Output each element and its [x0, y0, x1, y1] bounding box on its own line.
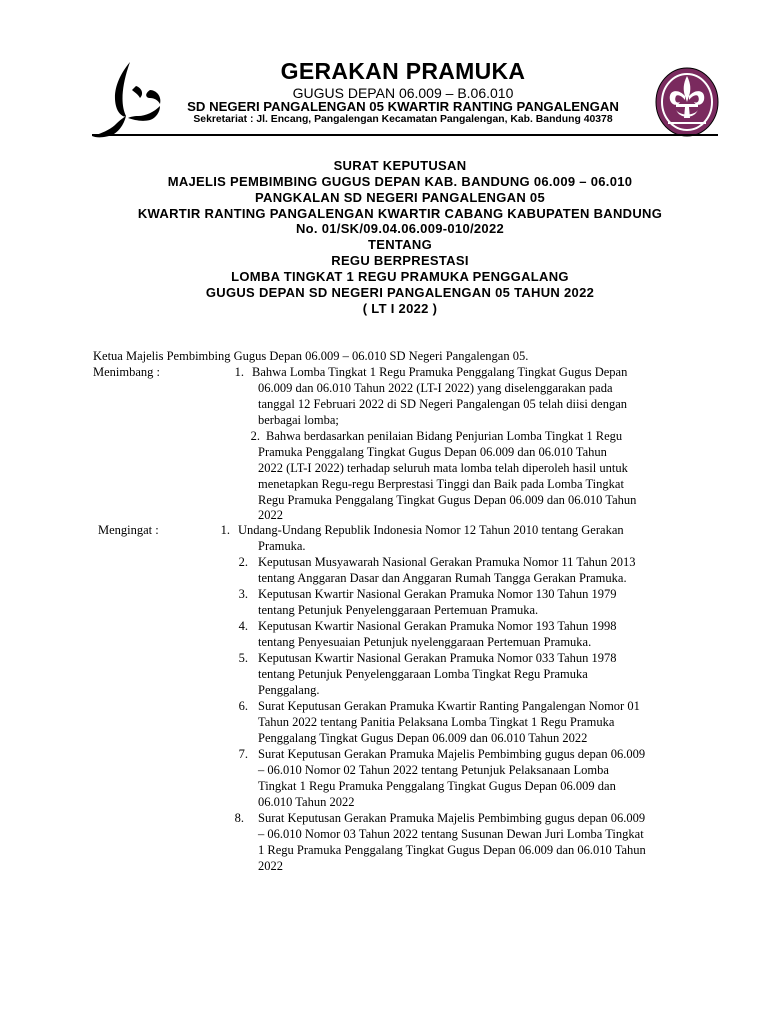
decree-line-majelis: MAJELIS PEMBIMBING GUGUS DEPAN KAB. BANDUNG 06.009 – 06.010: [167, 174, 633, 189]
decree-line-pangkalan: PANGKALAN SD NEGERI PANGALENGAN 05: [255, 190, 545, 205]
mengingat-item-6-line-1: Surat Keputusan Gerakan Pramuka Kwartir Ranting Pangalengan Nomor 01: [258, 699, 640, 713]
gugus-depan-line: GUGUS DEPAN 06.009 – B.06.010: [292, 85, 514, 101]
mengingat-item-7-line-4: 06.010 Tahun 2022: [258, 795, 355, 809]
mengingat-item-number: 6.: [238, 699, 248, 713]
menimbang-item-2-line-4: menetapkan Regu-regu Berprestasi Tinggi dan Baik pada Lomba Tingkat: [258, 477, 624, 491]
tunas-kelapa-icon: [92, 62, 160, 137]
mengingat-item-8-line-4: 2022: [258, 859, 283, 873]
menimbang-item-2-line-3: 2022 (LT-I 2022) terhadap seluruh mata lomba telah diperoleh hasil untuk: [258, 461, 628, 475]
mengingat-item-3-line-2: tentang Petunjuk Penyelenggaraan Pertemuan Pramuka.: [258, 603, 539, 617]
menimbang-item-number: 2.: [250, 429, 260, 443]
mengingat-item-5-line-1: Keputusan Kwartir Nasional Gerakan Pramuka Nomor 033 Tahun 1978: [258, 651, 617, 665]
scout-emblem: [654, 66, 720, 138]
menimbang-item-1-line-2: 06.009 dan 06.010 Tahun 2022 (LT-I 2022) yang diselenggarakan pada: [258, 381, 613, 395]
menimbang-item-1-line-4: berbagai lomba;: [258, 413, 339, 427]
decree-title: SURAT KEPUTUSAN: [333, 158, 467, 173]
school-line: SD NEGERI PANGALENGAN 05 KWARTIR RANTING PANGALENGAN: [187, 99, 619, 114]
mengingat-item-1-line-1: Undang-Undang Republik Indonesia Nomor 12 Tahun 2010 tentang Gerakan: [238, 523, 624, 537]
mengingat-item-5-line-2: tentang Petunjuk Penyelenggaraan Lomba Tingkat Regu Pramuka: [258, 667, 588, 681]
mengingat-item-number: 7.: [238, 747, 248, 761]
decree-code: ( LT I 2022 ): [362, 301, 438, 316]
mengingat-item-6-line-3: Penggalang Tingkat Gugus Depan 06.009 dan 06.010 Tahun 2022: [258, 731, 588, 745]
menimbang-item-2-line-5: Regu Pramuka Penggalang Tingkat Gugus Depan 06.009 dan 06.010 Tahun: [258, 493, 637, 507]
mengingat-item-number: 1.: [220, 523, 230, 537]
mengingat-item-5-line-3: Penggalang.: [258, 683, 320, 697]
mengingat-item-number: 8.: [234, 811, 244, 825]
mengingat-item-7-line-1: Surat Keputusan Gerakan Pramuka Majelis Pembimbing gugus depan 06.009: [258, 747, 646, 761]
mengingat-item-2-line-1: Keputusan Musyawarah Nasional Gerakan Pramuka Nomor 11 Tahun 2013: [258, 555, 636, 569]
mengingat-item-8-line-1: Surat Keputusan Gerakan Pramuka Majelis Pembimbing gugus depan 06.009: [258, 811, 646, 825]
secretariat-line: Sekretariat : Jl. Encang, Pangalengan Kecamatan Pangalengan, Kab. Bandung 40378: [193, 114, 613, 125]
intro-statement: Ketua Majelis Pembimbing Gugus Depan 06.009 – 06.010 SD Negeri Pangalengan 05.: [93, 349, 529, 363]
decree-number: No. 01/SK/09.04.06.009-010/2022: [295, 221, 505, 236]
mengingat-item-8-line-2: – 06.010 Nomor 03 Tahun 2022 tentang Susunan Dewan Juri Lomba Tingkat: [258, 827, 644, 841]
mengingat-item-2-line-2: tentang Anggaran Dasar dan Anggaran Rumah Tangga Gerakan Pramuka.: [258, 571, 627, 585]
mengingat-item-number: 4.: [238, 619, 248, 633]
mengingat-item-number: 2.: [238, 555, 248, 569]
decree-subject: REGU BERPRESTASI: [331, 253, 469, 268]
mengingat-item-8-line-3: 1 Regu Pramuka Penggalang Tingkat Gugus Depan 06.009 dan 06.010 Tahun: [258, 843, 646, 857]
mengingat-item-3-line-1: Keputusan Kwartir Nasional Gerakan Pramuka Nomor 130 Tahun 1979: [258, 587, 617, 601]
menimbang-item-2-line-2: Pramuka Penggalang Tingkat Gugus Depan 06.009 dan 06.010 Tahun: [258, 445, 607, 459]
mengingat-item-6-line-2: Tahun 2022 tentang Panitia Pelaksana Lomba Tingkat 1 Regu Pramuka: [258, 715, 615, 729]
menimbang-label: Menimbang :: [93, 365, 161, 379]
menimbang-item-2-line-1: Bahwa berdasarkan penilaian Bidang Penjurian Lomba Tingkat 1 Regu: [266, 429, 623, 443]
mengingat-item-1-line-2: Pramuka.: [258, 539, 306, 553]
mengingat-item-7-line-3: Tingkat 1 Regu Pramuka Penggalang Tingkat Gugus Depan 06.009 dan: [258, 779, 616, 793]
decree-line-lomba: LOMBA TINGKAT 1 REGU PRAMUKA PENGGALANG: [231, 269, 569, 284]
mengingat-item-7-line-2: – 06.010 Nomor 02 Tahun 2022 tentang Petunjuk Pelaksanaan Lomba: [258, 763, 609, 777]
menimbang-item-1-line-3: tanggal 12 Februari 2022 di SD Negeri Pangalengan 05 telah diisi dengan: [258, 397, 628, 411]
mengingat-item-number: 3.: [238, 587, 248, 601]
header-divider: [92, 134, 718, 136]
mengingat-item-number: 5.: [238, 651, 248, 665]
mengingat-item-4-line-2: tentang Penyesuaian Petunjuk nyelenggaraan Pertemuan Pramuka.: [258, 635, 592, 649]
decree-line-gugus: GUGUS DEPAN SD NEGERI PANGALENGAN 05 TAHUN 2022: [205, 285, 595, 300]
org-title: GERAKAN PRAMUKA: [280, 58, 526, 84]
mengingat-item-4-line-1: Keputusan Kwartir Nasional Gerakan Pramuka Nomor 193 Tahun 1998: [258, 619, 617, 633]
mengingat-label: Mengingat :: [98, 523, 159, 537]
decree-line-tentang: TENTANG: [368, 237, 432, 252]
menimbang-item-number: 1.: [234, 365, 244, 379]
decree-line-kwartir: KWARTIR RANTING PANGALENGAN KWARTIR CABANG KABUPATEN BANDUNG: [137, 206, 663, 221]
menimbang-item-1-line-1: Bahwa Lomba Tingkat 1 Regu Pramuka Penggalang Tingkat Gugus Depan: [252, 365, 628, 379]
menimbang-item-2-line-6: 2022: [258, 508, 283, 522]
